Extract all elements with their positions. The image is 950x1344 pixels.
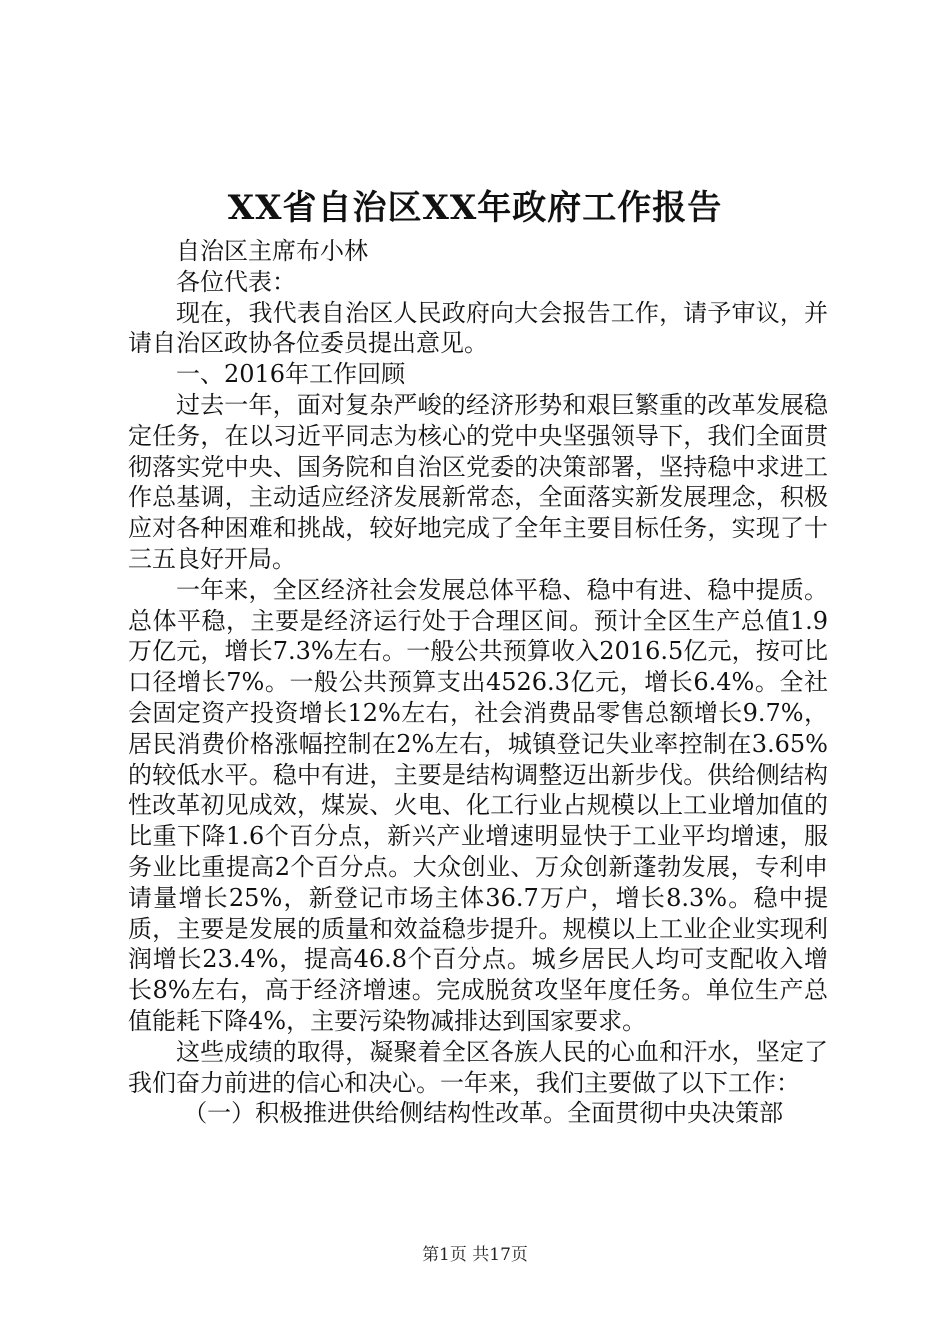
- page-indicator: 第1页 共17页: [422, 1245, 528, 1265]
- paragraph-intro: 现在，我代表自治区人民政府向大会报告工作，请予审议，并请自治区政协各位委员提出意见。: [128, 298, 828, 358]
- subsection-heading: （一）积极推进供给侧结构性改革。全面贯彻中央决策部: [183, 1099, 784, 1128]
- author-line: 自治区主席布小林: [176, 237, 368, 265]
- paragraph-achievements: 这些成绩的取得，凝聚着全区各族人民的心血和汗水，坚定了我们奋力前进的信心和决心。一年来，我们主要做了以下工作：: [128, 1037, 828, 1097]
- paragraph-review: 过去一年，面对复杂严峻的经济形势和艰巨繁重的改革发展稳定任务，在以习近平同志为核心的党中央坚强领导下，我们全面贯彻落实党中央、国务院和自治区党委的决策部署，坚持稳中求进工作总基调，主动适应经济发展新常态，全面落实新发展理念，积极应对各种困难和挑战，较好地完成了全年主要目标任务，实现了十三五良好开局。: [128, 390, 828, 573]
- document-body: [128, 236, 828, 1129]
- section-heading: 一、2016年工作回顾: [176, 360, 406, 389]
- document-title: XX省自治区XX年政府工作报告: [227, 188, 723, 228]
- salutation: 各位代表：: [176, 267, 296, 296]
- paragraph-statistics: 一年来，全区经济社会发展总体平稳、稳中有进、稳中提质。总体平稳，主要是经济运行处于合理区间。预计全区生产总值1.9万亿元，增长7.3%左右。一般公共预算收入2016.5亿元，按可比口径增长7%。一般公共预算支出4526.3亿元，增长6.4%。全社会固定资产投资增长12%左右，社会消费品零售总额增长9.7%，居民消费价格涨幅控制在2%左右，城镇登记失业率控制在3.65%的较低水平。稳中有进，主要是结构调整迈出新步伐。供给侧结构性改革初见成效，煤炭、火电、化工行业占规模以上工业增加值的比重下降1.6个百分点，新兴产业增速明显快于工业平均增速，服务业比重提高2个百分点。大众创业、万众创新蓬勃发展，专利申请量增长25%，新登记市场主体36.7万户，增长8.3%。稳中提质，主要是发展的质量和效益稳步提升。规模以上工业企业实现利润增长23.4%，提高46.8个百分点。城乡居民人均可支配收入增长8%左右，高于经济增速。完成脱贫攻坚年度任务。单位生产总值能耗下降4%，主要污染物减排达到国家要求。: [128, 575, 828, 1035]
